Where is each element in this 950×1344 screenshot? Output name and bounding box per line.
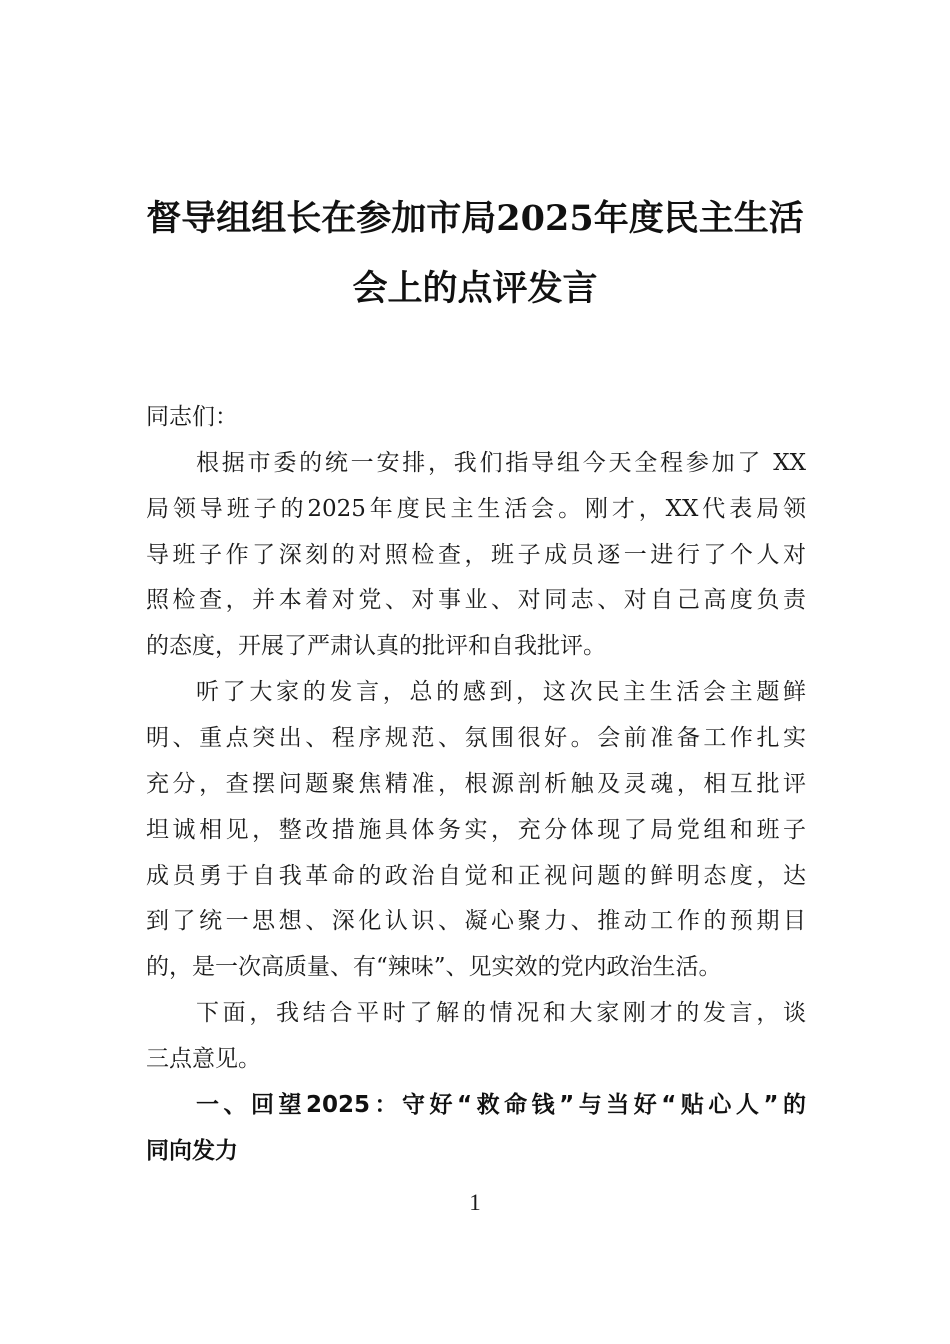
- paragraph-1-line: 局领导班子的2025年度民主生活会。刚才，XX代表局领: [146, 496, 806, 522]
- paragraph-3-line: 三点意见。: [146, 1046, 261, 1072]
- paragraph-1-line: 导班子作了深刻的对照检查，班子成员逐一进行了个人对: [146, 542, 806, 568]
- paragraph-3-line: 下面，我结合平时了解的情况和大家刚才的发言，谈: [196, 1000, 806, 1026]
- paragraph-1-line: 的态度，开展了严肃认真的批评和自我批评。: [146, 633, 606, 659]
- paragraph-2-line: 充分，查摆问题聚焦精准，根源剖析触及灵魂，相互批评: [146, 771, 806, 797]
- paragraph-1-line: 照检查，并本着对党、对事业、对同志、对自己高度负责: [146, 587, 806, 613]
- document-title-line-1: 督导组组长在参加市局2025年度民主生活: [146, 198, 804, 239]
- paragraph-2-line: 的，是一次高质量、有“辣味”、见实效的党内政治生活。: [146, 954, 722, 980]
- document-title-line-2: 会上的点评发言: [352, 268, 598, 309]
- paragraph-2-line: 听了大家的发言，总的感到，这次民主生活会主题鲜: [196, 679, 806, 705]
- paragraph-2-line: 到了统一思想、深化认识、凝心聚力、推动工作的预期目: [146, 908, 806, 934]
- section-heading-1-line: 一、回望2025：守好“救命钱”与当好“贴心人”的: [196, 1092, 806, 1118]
- paragraph-2-line: 坦诚相见，整改措施具体务实，充分体现了局党组和班子: [146, 817, 806, 843]
- page-number: 1: [469, 1190, 481, 1215]
- paragraph-2-line: 明、重点突出、程序规范、氛围很好。会前准备工作扎实: [146, 725, 806, 751]
- section-heading-1-line: 同向发力: [146, 1138, 238, 1164]
- salutation: 同志们：: [146, 404, 238, 430]
- paragraph-1-line: 根据市委的统一安排，我们指导组今天全程参加了 XX: [196, 450, 806, 476]
- paragraph-2-line: 成员勇于自我革命的政治自觉和正视问题的鲜明态度，达: [146, 863, 806, 889]
